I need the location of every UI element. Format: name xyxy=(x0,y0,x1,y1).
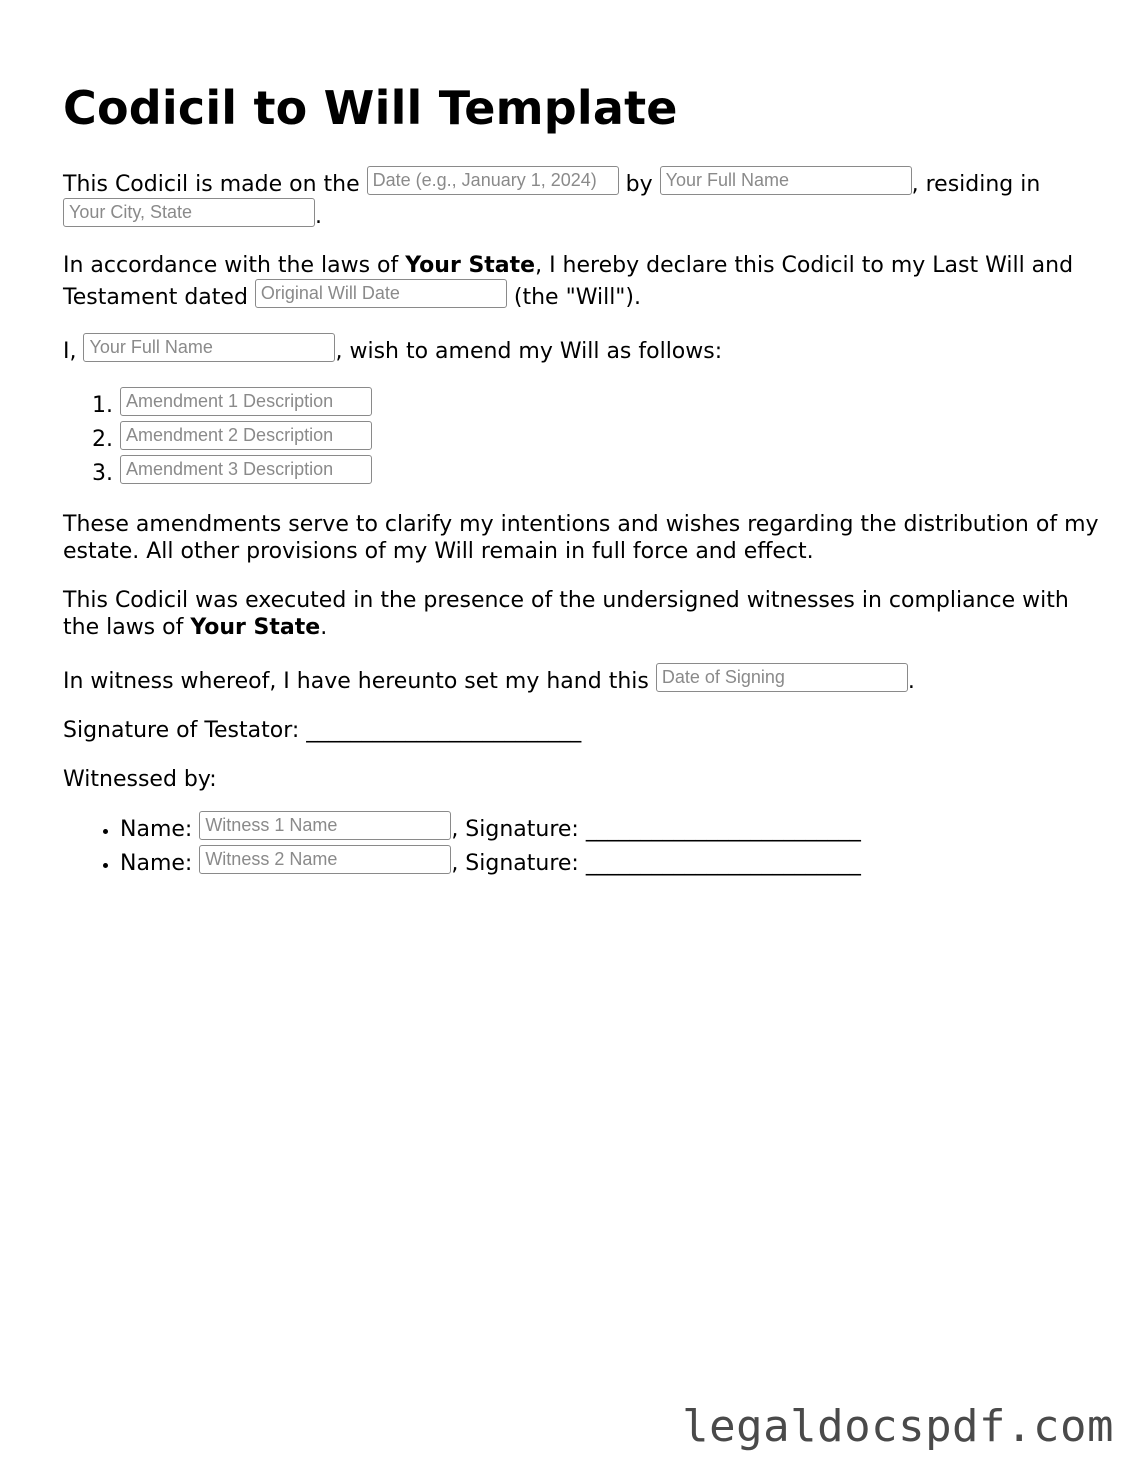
amendment-3-input[interactable]: Amendment 3 Description xyxy=(120,455,372,484)
list-item xyxy=(120,421,1103,455)
name-label: Name: xyxy=(120,817,200,842)
text: In witness whereof, I have hereunto set my hand this xyxy=(63,669,656,694)
text: (the "Will"). xyxy=(506,285,642,310)
state-name: Your State xyxy=(190,615,321,640)
declaration-paragraph xyxy=(63,252,1103,311)
signature-line: , Signature: _________________________ xyxy=(451,851,861,876)
amendments-list xyxy=(63,387,1103,489)
amend-paragraph xyxy=(63,333,1103,365)
provisions-paragraph: These amendments serve to clarify my intentions and wishes regarding the distribution of my estate. All other provisions of my Will remain in full force and effect. xyxy=(63,512,1099,564)
city-state-input[interactable]: Your City, State xyxy=(63,198,315,227)
witness-1-name-input[interactable]: Witness 1 Name xyxy=(199,811,451,840)
text: . xyxy=(907,669,915,694)
list-item xyxy=(120,387,1103,421)
witness-2-name-input[interactable]: Witness 2 Name xyxy=(199,845,451,874)
testator-signature-line: Signature of Testator: _________________________ xyxy=(63,718,582,743)
date-input[interactable]: Date (e.g., January 1, 2024) xyxy=(367,166,619,195)
list-item xyxy=(120,811,1103,845)
date-of-signing-input[interactable]: Date of Signing xyxy=(656,663,908,692)
page-title: Codicil to Will Template xyxy=(63,81,678,135)
amendment-2-input[interactable]: Amendment 2 Description xyxy=(120,421,372,450)
original-will-date-input[interactable]: Original Will Date xyxy=(255,279,507,308)
full-name-input-2[interactable]: Your Full Name xyxy=(83,333,335,362)
text: I, xyxy=(63,339,84,364)
full-name-input[interactable]: Your Full Name xyxy=(660,166,912,195)
list-item xyxy=(120,845,1103,879)
amendment-1-input[interactable]: Amendment 1 Description xyxy=(120,387,372,416)
signature-line: , Signature: _________________________ xyxy=(451,817,861,842)
text: , I hereby declare this Codicil to my Last Will and Testament dated xyxy=(63,253,1074,310)
text: In accordance with the laws of xyxy=(63,253,406,278)
intro-paragraph xyxy=(63,166,1103,230)
document xyxy=(63,80,1103,901)
state-name: Your State xyxy=(405,253,536,278)
list-item xyxy=(120,455,1103,489)
witnessed-by-label: Witnessed by: xyxy=(63,767,217,792)
watermark: legaldocspdf.com xyxy=(682,1401,1114,1452)
execution-paragraph xyxy=(63,587,1103,641)
text: . xyxy=(320,615,328,640)
text: This Codicil is made on the xyxy=(63,172,367,197)
text: This Codicil was executed in the presence of the undersigned witnesses in compliance with the laws of xyxy=(63,588,1069,640)
name-label: Name: xyxy=(120,851,200,876)
witness-whereof-paragraph xyxy=(63,663,1103,695)
text: , wish to amend my Will as follows: xyxy=(335,339,723,364)
text: . xyxy=(315,204,322,229)
witnesses-list xyxy=(63,811,1103,879)
text: , residing in xyxy=(911,172,1041,197)
text: by xyxy=(618,172,660,197)
